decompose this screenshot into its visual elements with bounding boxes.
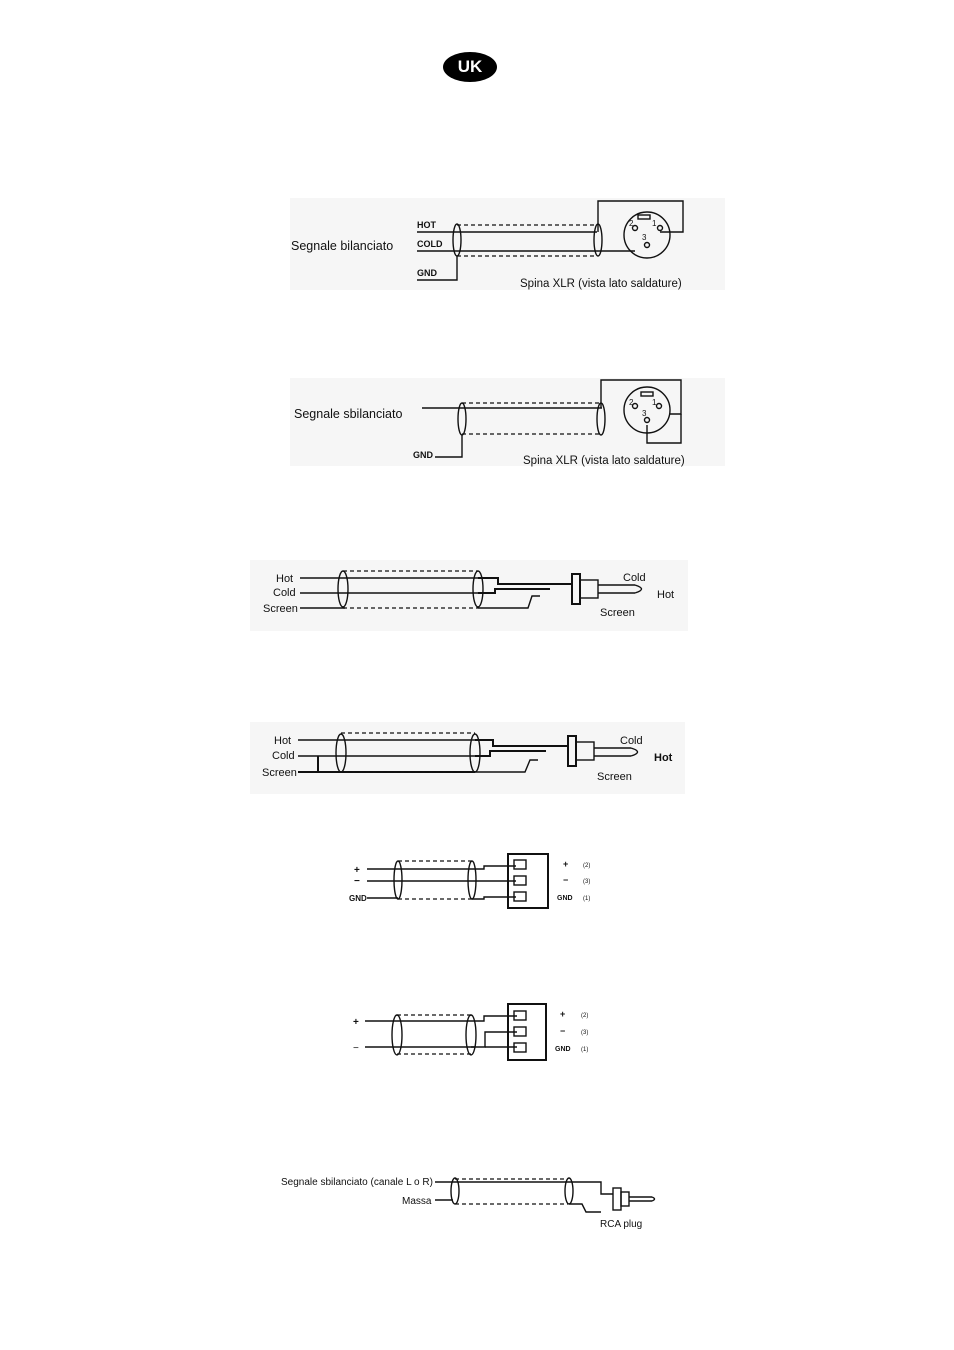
rca-collar: [613, 1188, 621, 1210]
plug-screen-label: Screen: [600, 607, 635, 619]
num-minus-label: (3): [581, 1030, 589, 1036]
language-badge: UK: [443, 52, 497, 82]
num-plus-label: (2): [583, 863, 591, 869]
minus-label: −: [353, 1043, 359, 1054]
diagram-unbalanced-jack: [250, 722, 690, 796]
plug-cold-label: Cold: [620, 735, 643, 747]
cold-label: COLD: [417, 239, 443, 249]
diagram-balanced-terminal: [345, 852, 605, 912]
gnd-label: GND: [417, 268, 437, 278]
gnd-label: GND: [349, 894, 367, 903]
term-gnd-label: GND: [555, 1046, 571, 1053]
plug-cold-label: Cold: [623, 572, 646, 584]
plus-route: [475, 866, 516, 869]
num-gnd-label: (1): [583, 896, 591, 902]
diagram-balanced-xlr: [285, 195, 730, 295]
connector-caption: RCA plug: [600, 1219, 643, 1230]
terminal-slot-1: [514, 860, 526, 869]
cold-label: Cold: [273, 587, 296, 599]
num-minus-label: (3): [583, 879, 591, 885]
plug-hot-label: Hot: [654, 752, 673, 764]
plug-hot-label: Hot: [657, 589, 675, 601]
diagram-rca: [280, 1170, 665, 1232]
diagram-unbalanced-xlr: [285, 375, 730, 470]
plus-label: +: [354, 865, 360, 876]
diagram-balanced-jack: [250, 560, 690, 632]
signal-route: [595, 1182, 613, 1194]
diagram-unbalanced-terminal: [345, 1000, 605, 1064]
gnd-label: GND: [413, 450, 433, 460]
signal-label: Segnale sbilanciato (canale L o R): [281, 1177, 433, 1188]
screen-label: Screen: [262, 767, 297, 779]
hot-label: Hot: [276, 573, 294, 585]
plug-screen-label: Screen: [597, 771, 632, 783]
pin-3-label: 3: [642, 409, 647, 418]
connector-caption: Spina XLR (vista lato saldature): [520, 278, 682, 290]
minus-label: −: [354, 876, 360, 887]
minus-route: [471, 1032, 517, 1047]
screen-label: Screen: [263, 603, 298, 615]
plus-route: [475, 1016, 517, 1021]
connector-caption: Spina XLR (vista lato saldature): [523, 455, 685, 467]
diagram-title: Segnale bilanciato: [291, 239, 394, 253]
pin-1-label: 1: [652, 398, 657, 407]
rca-body: [621, 1192, 629, 1206]
pin-3-label: 3: [642, 233, 647, 242]
shield-end-left: [394, 861, 402, 899]
pin-2-label: 2: [629, 398, 634, 407]
pin-1-label: 1: [652, 219, 657, 228]
term-minus-label: −: [563, 875, 569, 885]
cold-label: Cold: [272, 750, 295, 762]
term-minus-label: −: [560, 1026, 566, 1036]
term-plus-label: +: [560, 1009, 566, 1019]
ground-label: Massa: [402, 1196, 432, 1207]
plus-label: +: [353, 1017, 359, 1028]
shield-end-right: [468, 861, 476, 899]
term-gnd-label: GND: [557, 895, 573, 902]
ground-route: [569, 1204, 601, 1212]
hot-label: Hot: [274, 735, 292, 747]
term-plus-label: +: [563, 859, 569, 869]
rca-plug-icon: [652, 1197, 655, 1201]
diagram-title: Segnale sbilanciato: [294, 407, 403, 421]
num-plus-label: (2): [581, 1013, 589, 1019]
gnd-route: [472, 897, 516, 899]
pin-2-label: 2: [629, 219, 634, 228]
hot-label: HOT: [417, 220, 436, 230]
num-gnd-label: (1): [581, 1047, 589, 1053]
